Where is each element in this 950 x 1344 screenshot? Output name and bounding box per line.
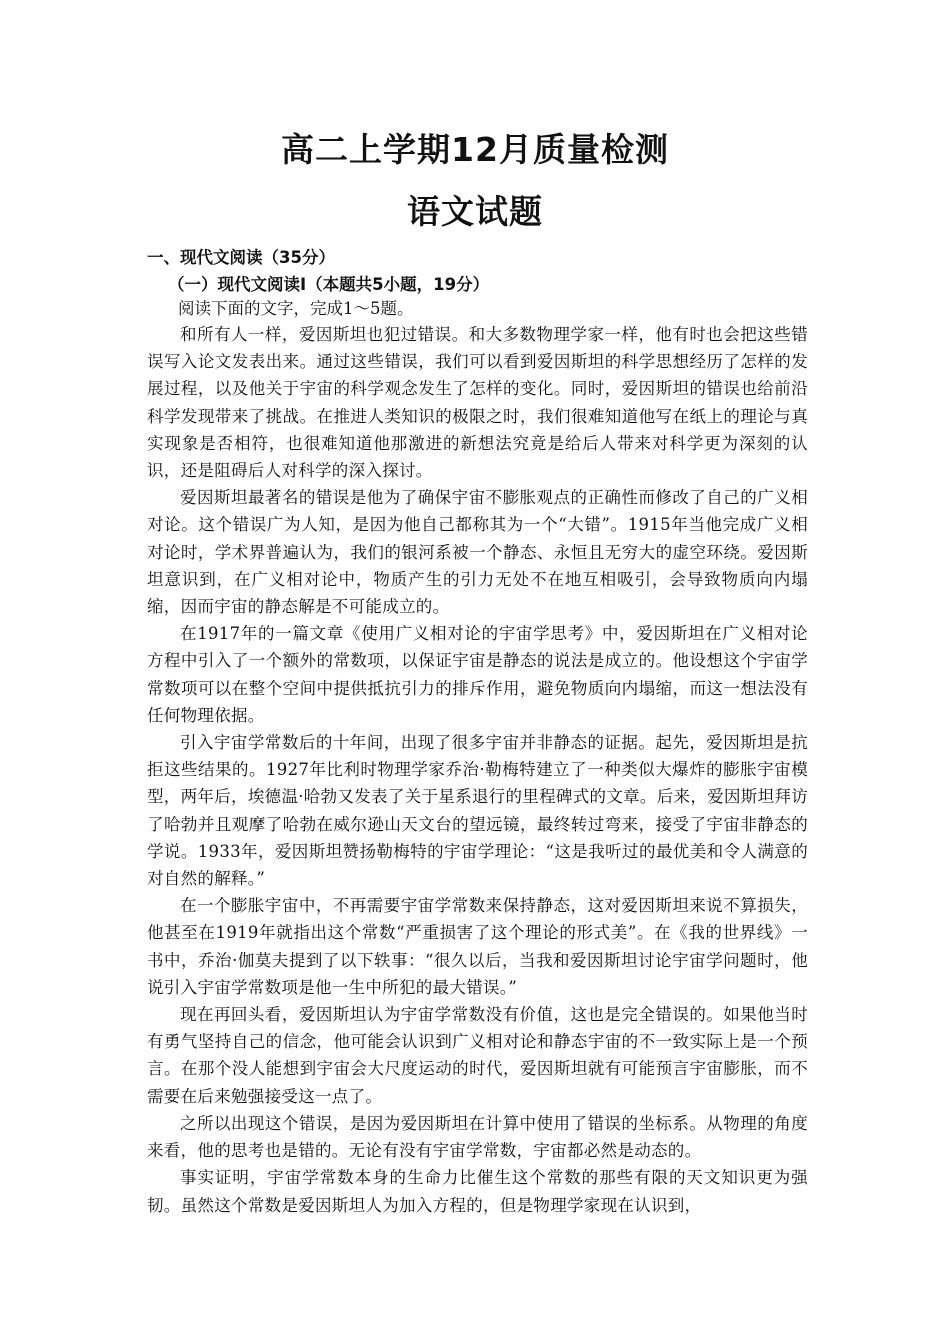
reading-instruction: 阅读下面的文字，完成1～5题。 (178, 299, 414, 318)
passage-paragraph: 之所以出现这个错误，是因为爱因斯坦在计算中使用了错误的坐标系。从物理的角度来看，他的思考也是错的。无论有没有宇宙学常数，宇宙都必然是动态的。 (147, 1113, 808, 1161)
passage-paragraph: 现在再回头看，爱因斯坦认为宇宙学常数没有价值，这也是完全错误的。如果他当时有勇气坚持自己的信念，他可能会认识到广义相对论和静态宇宙的不一致实际上是一个预言。在那个没人能想到宇宙会大尺度运动的时代，爱因斯坦就有可能预言宇宙膨胀，而不需要在后来勉强接受这一点了。 (147, 1005, 808, 1106)
passage-paragraph: 爱因斯坦最著名的错误是他为了确保宇宙不膨胀观点的正确性而修改了自己的广义相对论。这个错误广为人知，是因为他自己都称其为一个“大错”。1915年当他完成广义相对论时，学术界普遍认为，我们的银河系被一个静态、永恒且无穷大的虚空环绕。爱因斯坦意识到，在广义相对论中，物质产生的引力无处不在地互相吸引，会导致物质向内塌缩，因而宇宙的静态解是不可能成立的。 (147, 488, 808, 617)
passage-paragraph: 和所有人一样，爱因斯坦也犯过错误。和大多数物理学家一样，他有时也会把这些错误写入论文发表出来。通过这些错误，我们可以看到爱因斯坦的科学思想经历了怎样的发展过程，以及他关于宇宙的科学观念发生了怎样的变化。同时，爱因斯坦的错误也给前沿科学发现带来了挑战。在推进人类知识的极限之时，我们很难知道他写在纸上的理论与真实现象是否相符，也很难知道他那激进的新想法究竟是给后人带来对科学更为深刻的认识，还是阻碍后人对科学的深入探讨。 (147, 325, 808, 481)
exam-subtitle: 语文试题 (407, 192, 543, 231)
section-heading: 一、现代文阅读（35分） (147, 248, 335, 267)
passage-paragraph: 在1917年的一篇文章《使用广义相对论的宇宙学思考》中，爱因斯坦在广义相对论方程中引入了一个额外的常数项，以保证宇宙是静态的说法是成立的。他设想这个宇宙学常数项可以在整个空间中提供抵抗引力的排斥作用，避免物质向内塌缩，而这一想法没有任何物理依据。 (147, 624, 808, 725)
subsection-heading: （一）现代文阅读Ⅰ（本题共5小题，19分） (168, 275, 490, 294)
reading-passage (147, 321, 808, 1219)
passage-paragraph: 引入宇宙学常数后的十年间，出现了很多宇宙并非静态的证据。起先，爱因斯坦是抗拒这些结果的。1927年比利时物理学家乔治·勒梅特建立了一种类似大爆炸的膨胀宇宙模型，两年后，埃德温·哈勃又发表了关于星系退行的里程碑式的文章。后来，爱因斯坦拜访了哈勃并且观摩了哈勃在威尔逊山天文台的望远镜，最终转过弯来，接受了宇宙非静态的学说。1933年，爱因斯坦赞扬勒梅特的宇宙学理论：“这是我听过的最优美和令人满意的对自然的解释。” (147, 733, 808, 889)
exam-title: 高二上学期12月质量检测 (281, 130, 669, 169)
passage-paragraph: 事实证明，宇宙学常数本身的生命力比催生这个常数的那些有限的天文知识更为强韧。虽然这个常数是爱因斯坦人为加入方程的，但是物理学家现在认识到， (147, 1168, 808, 1215)
passage-paragraph: 在一个膨胀宇宙中，不再需要宇宙学常数来保持静态，这对爱因斯坦来说不算损失，他甚至在1919年就指出这个常数“严重损害了这个理论的形式美”。在《我的世界线》一书中，乔治·伽莫夫提到了以下轶事：“很久以后，当我和爱因斯坦讨论宇宙学问题时，他说引入宇宙学常数项是他一生中所犯的最大错误。” (147, 896, 808, 997)
